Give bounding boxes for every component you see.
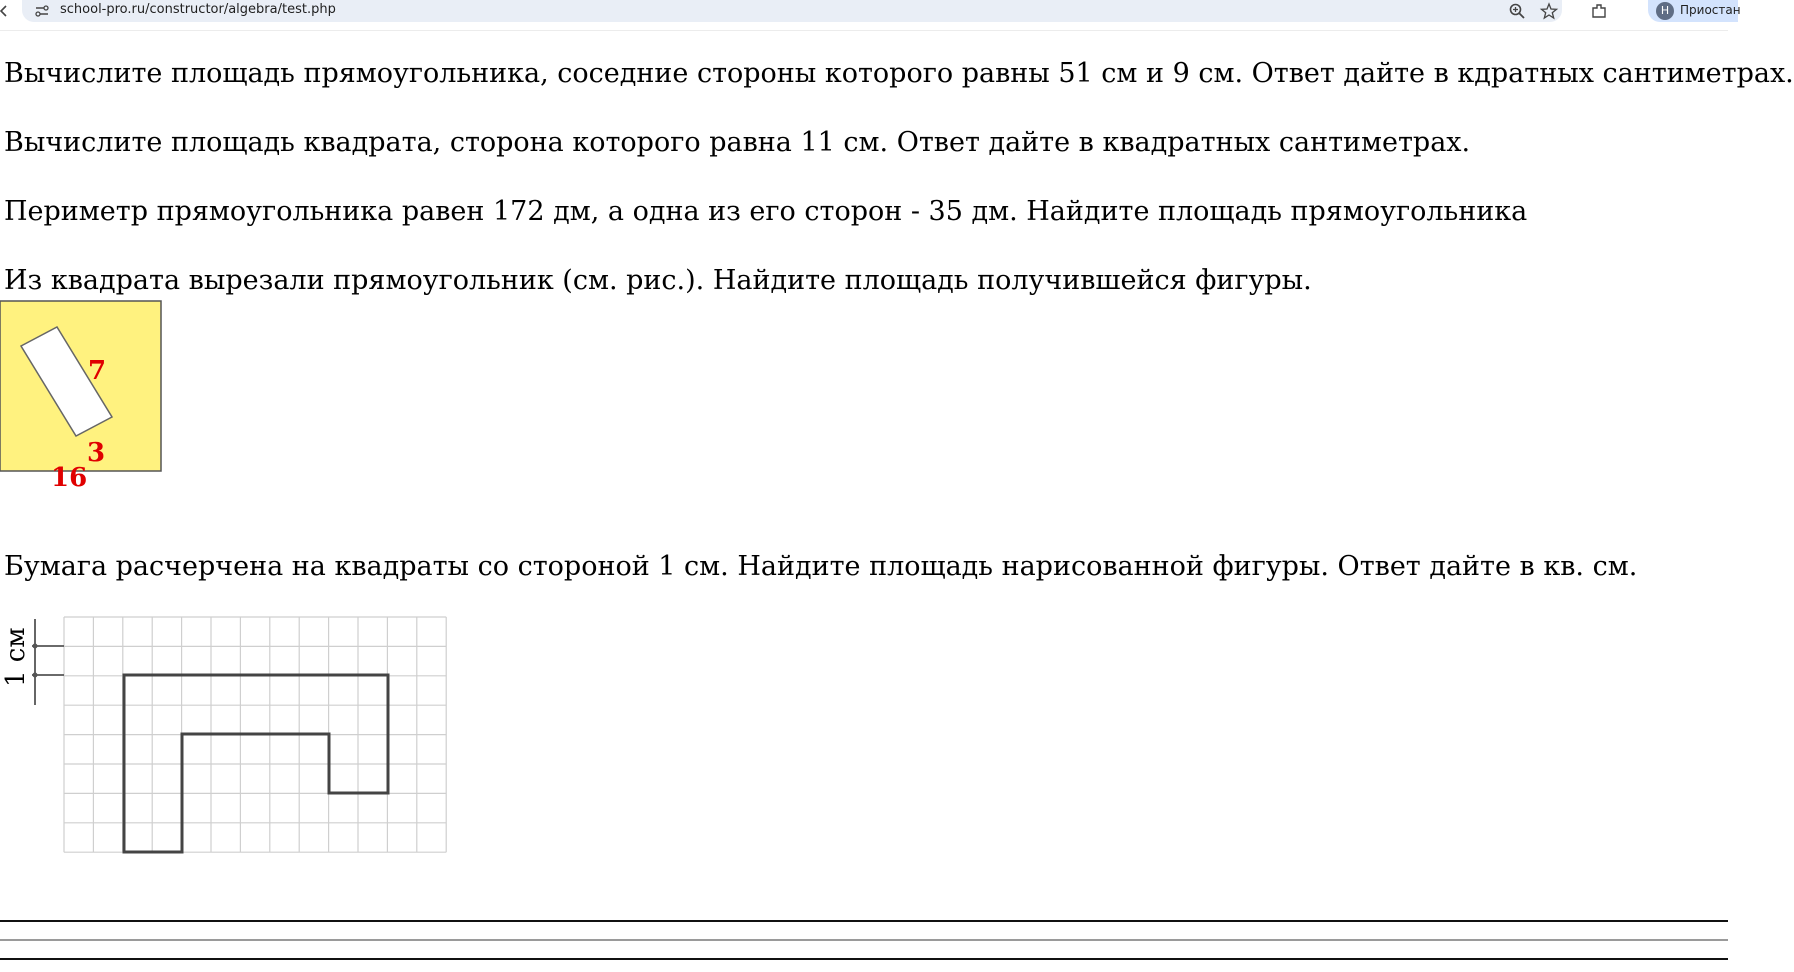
question-3: Периметр прямоугольника равен 172 дм, а одна из его сторон - 35 дм. Найдите площадь прямоугольника [4,196,1528,227]
site-info-icon[interactable] [34,3,50,19]
zoom-icon[interactable] [1508,2,1526,20]
square-cutout-figure [0,301,160,493]
bookmark-star-icon[interactable] [1540,2,1558,20]
address-bar[interactable] [22,0,1562,22]
question-1: Вычислите площадь прямоугольника, соседние стороны которого равны 51 см и 9 см. Ответ дайте в кдратных сантиметрах. [4,58,1794,89]
profile-chip[interactable] [1648,0,1741,22]
browser-toolbar [0,0,1741,30]
cutout-short-side-label: 3 [87,438,106,468]
scale-label: 1 см [1,627,31,687]
url-text[interactable]: school-pro.ru/constructor/algebra/test.php [60,2,336,17]
back-arrow-icon[interactable] [0,3,8,19]
divider-line [0,939,1728,941]
divider-line [0,920,1728,922]
question-2: Вычислите площадь квадрата, сторона которого равна 11 см. Ответ дайте в квадратных сантиметрах. [4,127,1471,158]
grid-paper-figure [0,611,460,891]
profile-status-label: Приостан [1680,3,1741,17]
divider-line [0,958,1728,960]
avatar: Н [1656,2,1674,20]
page-content [0,31,1794,972]
question-4: Из квадрата вырезали прямоугольник (см. рис.). Найдите площадь получившейся фигуры. [4,265,1312,296]
cutout-long-side-label: 7 [88,356,107,386]
scale-marker [32,619,64,705]
extensions-icon[interactable] [1590,2,1608,20]
question-5: Бумага расчерчена на квадраты со стороной 1 см. Найдите площадь нарисованной фигуры. Ответ дайте в кв. см. [4,551,1638,582]
square-side-label: 16 [51,463,88,493]
